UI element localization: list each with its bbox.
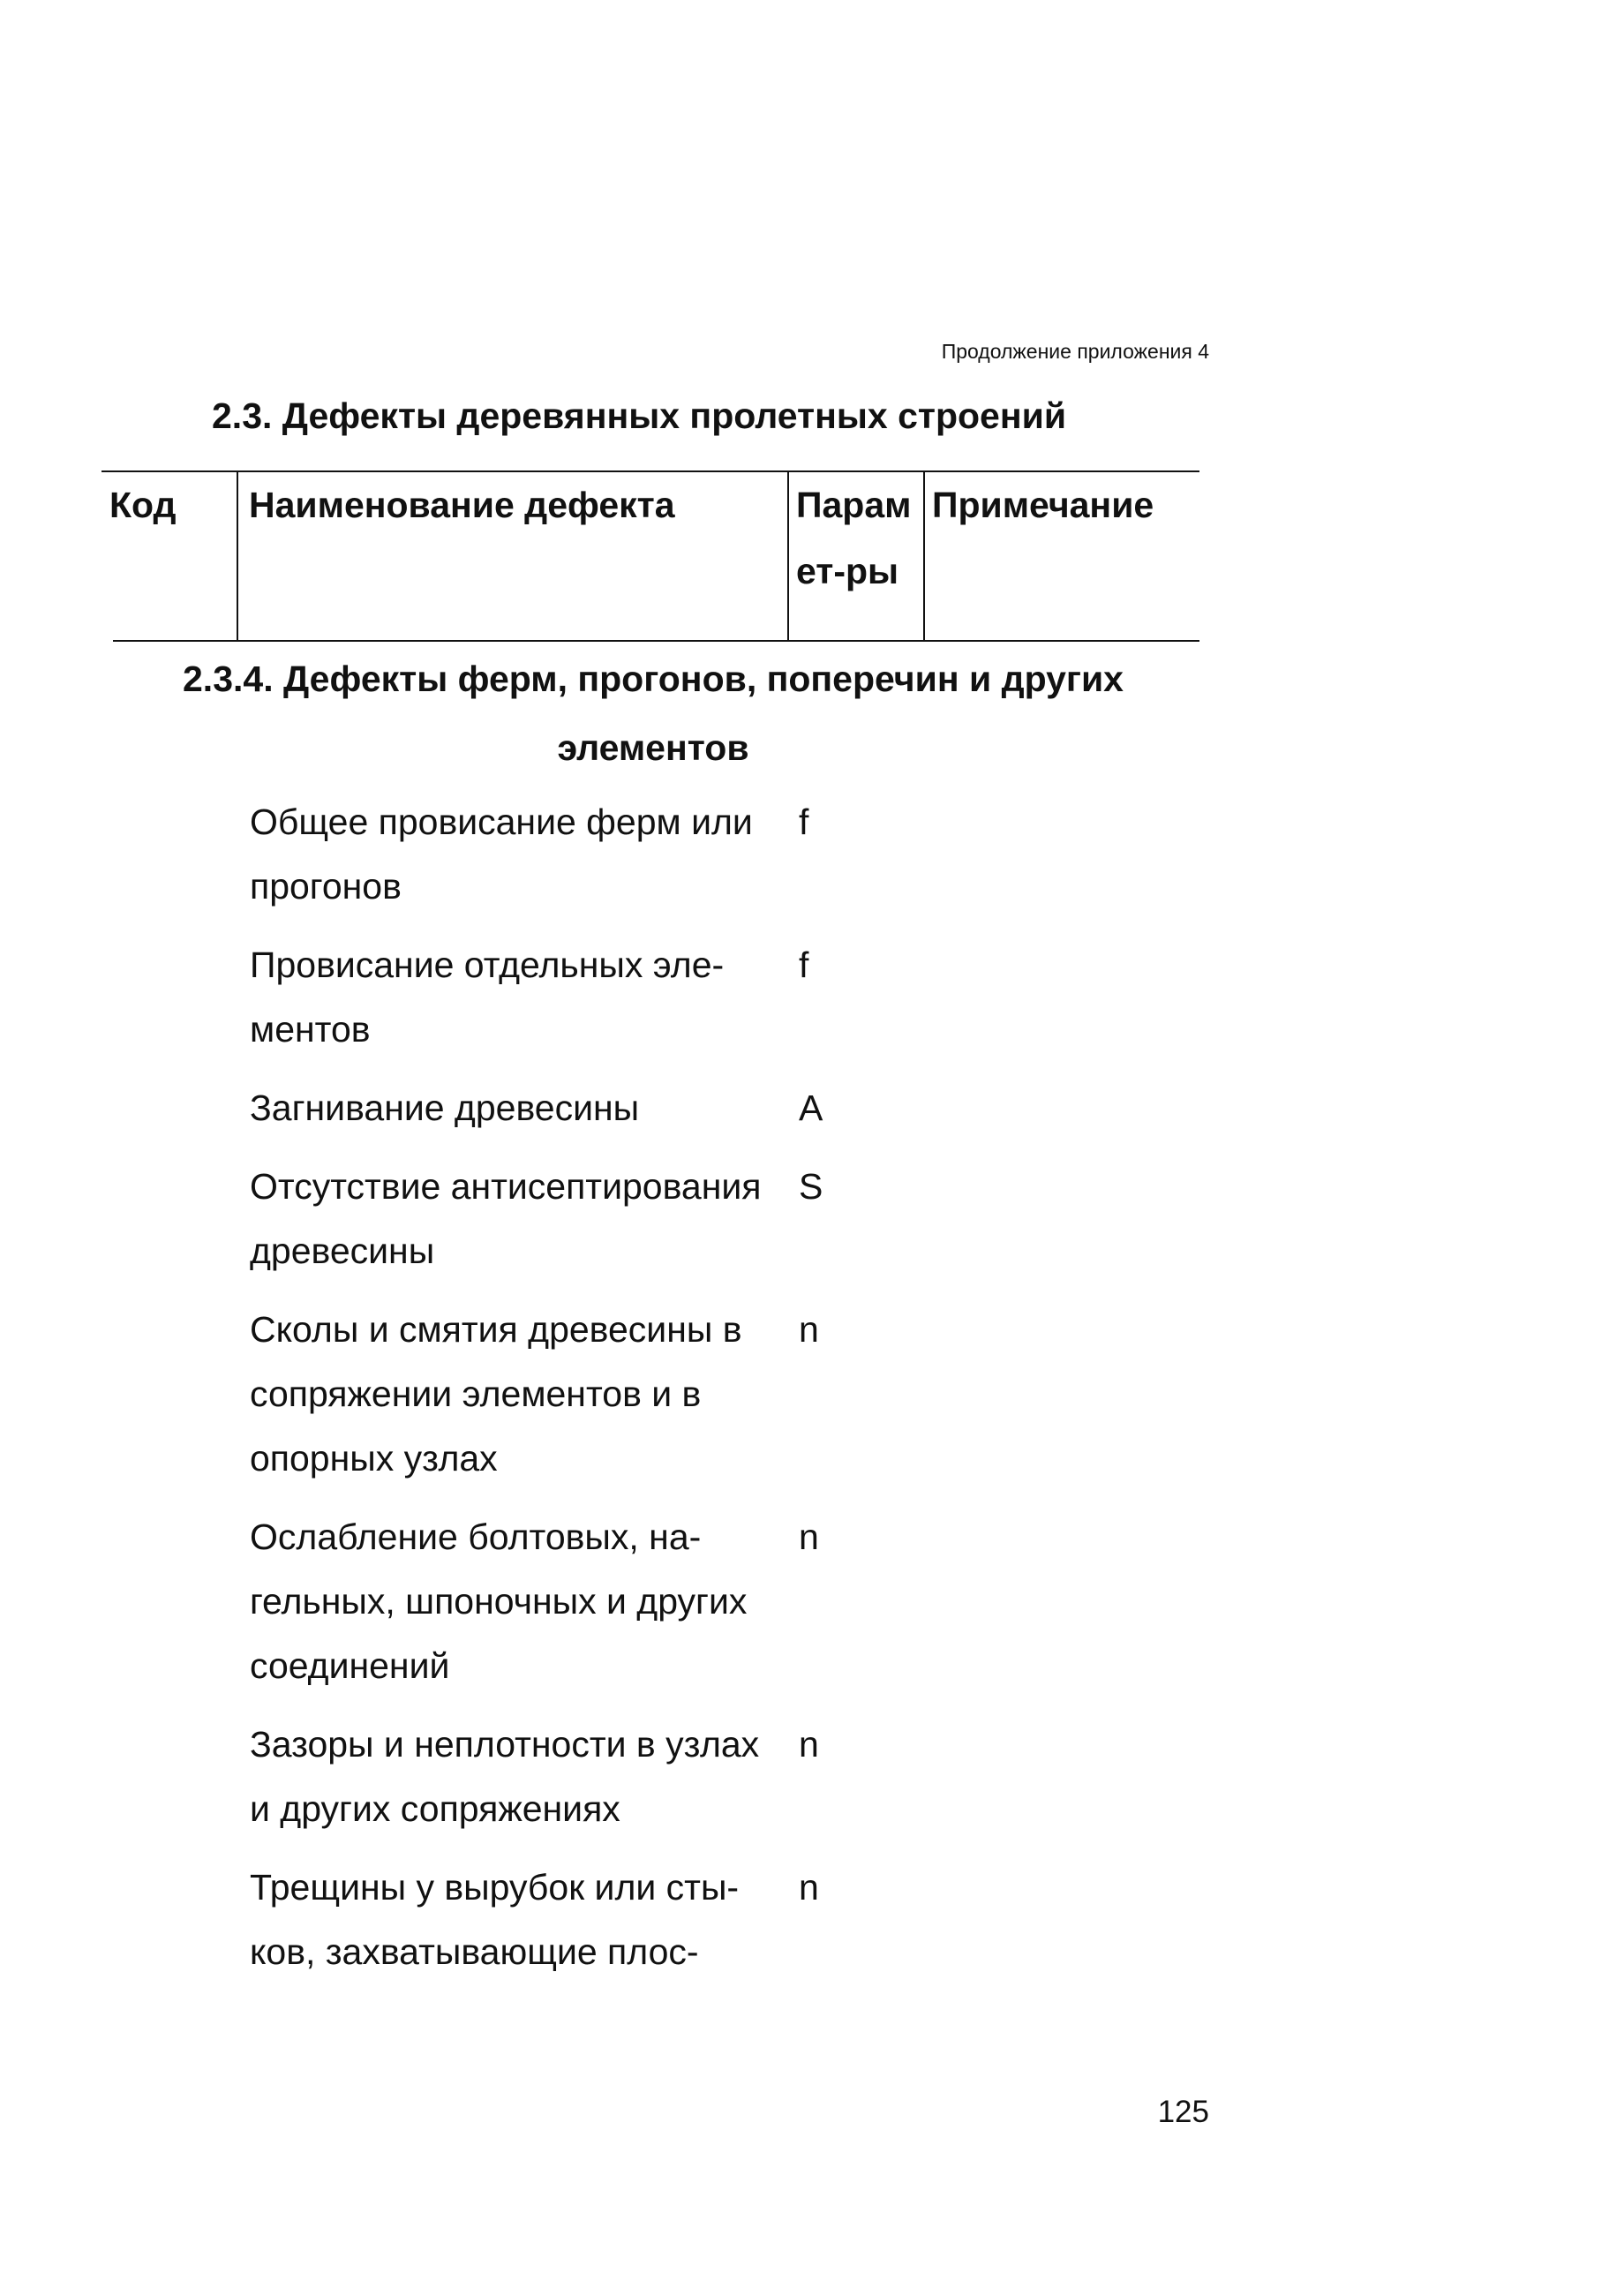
subsection-title-line: 2.3.4. Дефекты ферм, прогонов, поперечин и других [183,659,1124,699]
column-header-note: Примечание [932,485,1154,525]
defect-row [250,790,823,919]
defect-name [250,1155,788,1283]
defect-name [250,1712,788,1841]
defect-name [250,790,788,919]
defect-name-line: ков, захватывающие плос- [250,1931,699,1972]
continuation-label: Продолжение приложения 4 [941,340,1209,363]
defect-name-line: Провисание отдельных эле- [250,945,725,985]
column-header-params-line: ет-ры [796,551,899,591]
page-number: 125 [1157,2095,1209,2129]
defect-parameter: n [799,1517,819,1557]
defect-parameter: f [799,802,809,842]
defect-row [250,1855,823,1984]
defect-name-line: Сколы и смятия древесины в [250,1309,742,1350]
defect-row [250,1155,823,1283]
column-divider [237,472,238,640]
column-header-name: Наименование дефекта [249,485,675,525]
defect-name [250,1298,788,1491]
defect-row [250,933,823,1062]
column-header-params-line: Парам [796,485,912,525]
column-divider [923,472,925,640]
defect-row [250,1298,823,1491]
defect-name-line: Зазоры и неплотности в узлах [250,1724,760,1765]
column-header-code: Код [109,485,177,525]
subsection-title [124,644,1183,782]
defect-name-line: Общее провисание ферм или [250,802,753,842]
defect-name-line: гельных, шпоночных и других [250,1581,748,1622]
defect-name-line: Отсутствие антисептирования [250,1166,762,1207]
defect-name [250,1076,788,1140]
column-header-params [796,472,911,605]
defect-parameter: n [799,1724,819,1765]
defect-parameter: S [799,1166,823,1207]
defect-parameter: A [799,1088,823,1128]
defect-name-line: ментов [250,1009,371,1050]
defect-name-line: и других сопряжениях [250,1788,620,1829]
defect-name-line: прогонов [250,866,402,907]
defect-name-line: сопряжении элементов и в [250,1374,702,1414]
defect-list [250,790,823,1998]
section-title: 2.3. Дефекты деревянных пролетных строений [212,395,1067,436]
defect-name [250,1855,788,1984]
defect-name [250,933,788,1062]
defect-parameter: n [799,1309,819,1350]
defect-name-line: соединений [250,1645,450,1686]
defect-name-line: Ослабление болтовых, на- [250,1517,702,1557]
defect-name-line: опорных узлах [250,1438,498,1479]
defect-name-line: Трещины у вырубок или сты- [250,1867,740,1908]
defect-row [250,1505,823,1698]
defect-row [250,1076,823,1140]
table-bottom-rule [113,640,1199,642]
defect-name [250,1505,788,1698]
defect-name-line: Загнивание древесины [250,1088,640,1128]
subsection-title-line: элементов [557,727,749,768]
defect-parameter: f [799,945,809,985]
defect-name-line: древесины [250,1231,435,1271]
defect-row [250,1712,823,1841]
column-divider [787,472,789,640]
defect-parameter: n [799,1867,819,1908]
